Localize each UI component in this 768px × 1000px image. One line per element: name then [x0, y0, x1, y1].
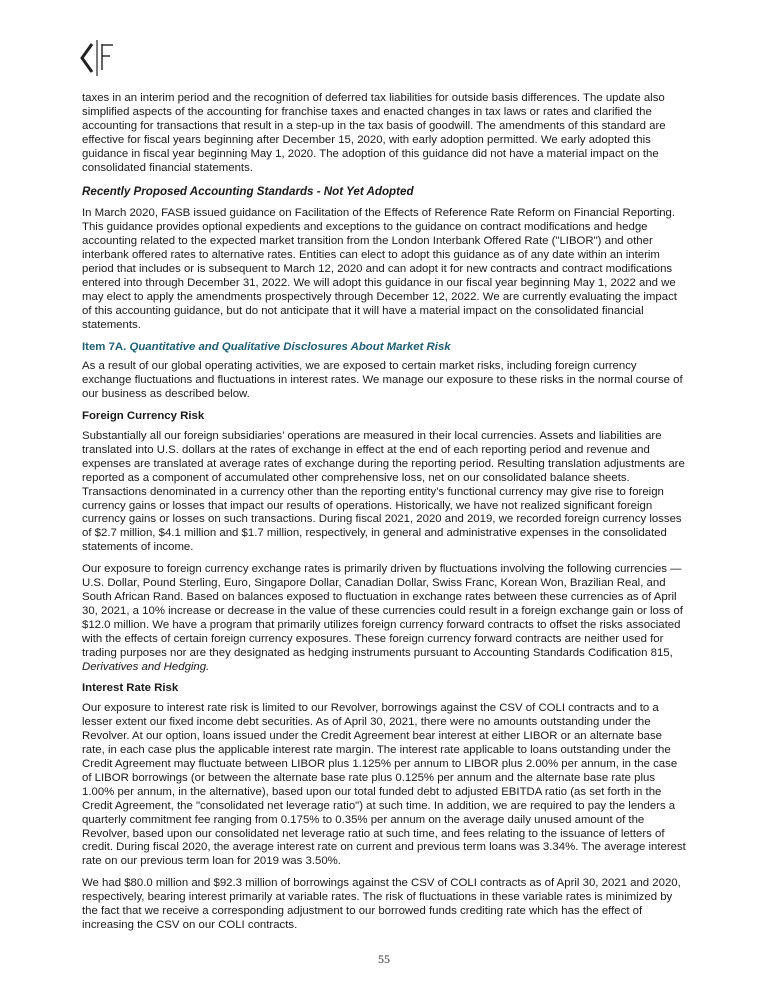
paragraph-currency-exposure [82, 563, 686, 674]
paragraph-market-risk-intro: As a result of our global operating activities, we are exposed to certain market risks, including foreign currency exchange fluctuations and fluctuations in interest rates. We manage our exposure to these risks in the normal course of our business as described below. [82, 360, 683, 401]
heading-recently-proposed: Recently Proposed Accounting Standards - Not Yet Adopted [82, 185, 414, 199]
paragraph-reference-rate-reform: In March 2020, FASB issued guidance on Facilitation of the Effects of Reference Rate Reform on Financial Reporting. This guidance provides optional expedients and exceptions to the guidance on contract modifications and hedge accounting related to the expected market transition from the London Interbank Offered Rate ("LIBOR") and other interbank offered rates to alternative rates. Entities can elect to adopt this guidance as of any date within an interim period that includes or is subsequent to March 12, 2020 and can adopt it for new contracts and contract modifications entered into through December 31, 2022. We will adopt this guidance in our fiscal year beginning May 1, 2022 and we may elect to apply the amendments prospectively through December 12, 2022. We are currently evaluating the impact of this accounting guidance, but do not anticipate that it will have a material impact on the consolidated financial statements. [82, 207, 677, 331]
heading-foreign-currency-risk: Foreign Currency Risk [82, 410, 205, 423]
document-body [82, 92, 686, 941]
item-label: Item 7A. [82, 340, 127, 353]
paragraph-coli-borrowings: We had $80.0 million and $92.3 million of borrowings against the CSV of COLI contracts as of April 30, 2021 and 2020, respectively, bearing interest primarily at variable rates. The risk of fluctuations in these variable rates is minimized by the fact that we receive a corresponding adjustment to our borrowed funds crediting rate which has the effect of increasing the CSV on our COLI contracts. [82, 877, 681, 931]
paragraph-tax-guidance: taxes in an interim period and the recognition of deferred tax liabilities for outside basis differences. The update also simplified aspects of the accounting for franchise taxes and enacted changes in tax laws or rates and clarified the accounting for transactions that result in a step-up in the tax basis of goodwill. The amendments of this standard are effective for fiscal years beginning after December 15, 2020, with early adoption permitted. We early adopted this guidance in fiscal year beginning May 1, 2020. The adoption of this guidance did not have a material impact on the consolidated financial statements. [82, 92, 666, 174]
heading-item-7a [82, 341, 686, 355]
heading-interest-rate-risk: Interest Rate Risk [82, 682, 179, 695]
asc-815-title: Derivatives and Hedging. [82, 660, 210, 673]
paragraph-foreign-subsidiaries: Substantially all our foreign subsidiaries’ operations are measured in their local currencies. Assets and liabilities are translated into U.S. dollars at the rates of exchange in effect at the end of each reporting period and revenue and expenses are translated at average rates of exchange during the reporting period. Resulting translation adjustments are reported as a component of accumulated other comprehensive loss, net on our consolidated balance sheets. Transactions denominated in a currency other than the reporting entity’s functional currency may give rise to foreign currency gains or losses that impact our results of operations. Historically, we have not realized significant foreign currency gains or losses on such transactions. During fiscal 2021, 2020 and 2019, we recorded foreign currency losses of $2.7 million, $4.1 million and $1.7 million, respectively, in general and administrative expenses in the consolidated statements of income. [82, 430, 685, 554]
currency-exposure-text: Our exposure to foreign currency exchange rates is primarily driven by fluctuations involving the following currencies — U.S. Dollar, Pound Sterling, Euro, Singapore Dollar, Canadian Dollar, Swiss Franc, Korean Won, Brazilian Real, and South African Rand. Based on balances exposed to fluctuation in exchange rates between these currencies as of April 30, 2021, a 10% increase or decrease in the value of these currencies could result in a foreign exchange gain or loss of $12.0 million. We have a program that primarily utilizes foreign currency forward contracts to offset the risks associated with the effects of certain foreign currency exposures. These foreign currency forward contracts are neither used for trading purposes nor are they designated as hedging instruments pursuant to Accounting Standards Codification 815, [82, 563, 683, 659]
page-number: 55 [378, 952, 390, 966]
company-logo [80, 38, 128, 78]
paragraph-revolver-interest: Our exposure to interest rate risk is limited to our Revolver, borrowings against the CSV of COLI contracts and to a lesser extent our fixed income debt securities. As of April 30, 2021, there were no amounts outstanding under the Revolver. At our option, loans issued under the Credit Agreement bear interest at either LIBOR or an alternate base rate, in each case plus the applicable interest rate margin. The interest rate applicable to loans outstanding under the Credit Agreement may fluctuate between LIBOR plus 1.125% per annum to LIBOR plus 2.00% per annum, in the case of LIBOR borrowings (or between the alternate base rate plus 0.125% per annum and the alternate base rate plus 1.00% per annum, in the alternative), based upon our total funded debt to adjusted EBITDA ratio (as set forth in the Credit Agreement, the "consolidated net leverage ratio") at such time. In addition, we are required to pay the lenders a quarterly commitment fee ranging from 0.175% to 0.35% per annum on the average daily unused amount of the Revolver, based upon our consolidated net leverage ratio at such time, and fees relating to the issuance of letters of credit. During fiscal 2020, the average interest rate on current and previous term loans was 3.34%. The average interest rate on our previous term loan for 2019 was 3.50%. [82, 702, 686, 868]
kf-logo-icon [80, 38, 128, 78]
item-title: Quantitative and Qualitative Disclosures About Market Risk [129, 340, 451, 353]
